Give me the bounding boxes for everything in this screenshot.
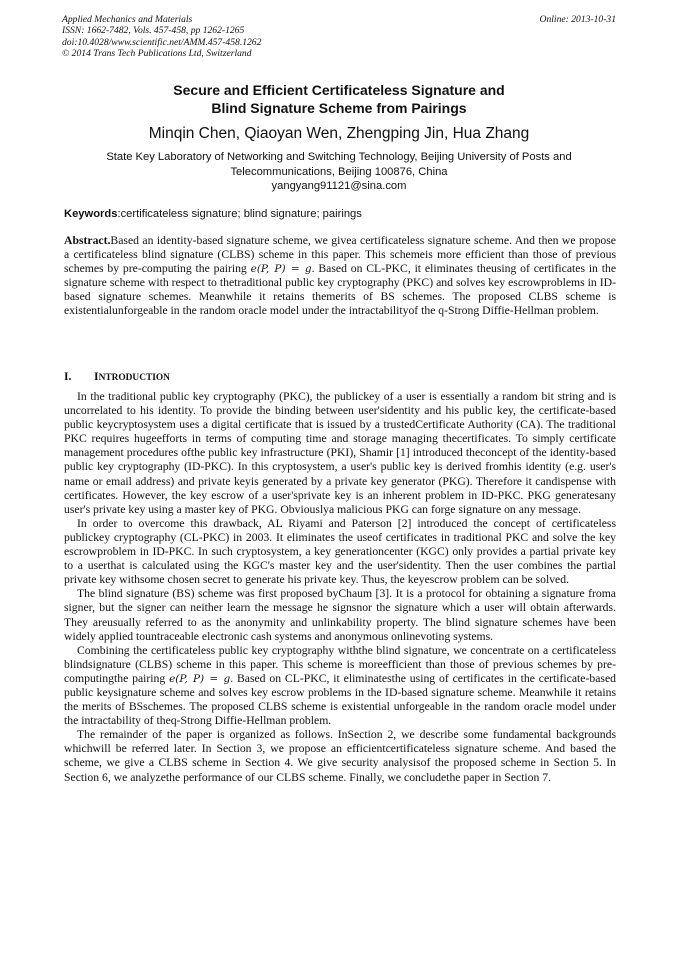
section-title-initial: I bbox=[94, 370, 99, 383]
section-number: I. bbox=[64, 370, 72, 383]
author-list: Minqin Chen, Qiaoyan Wen, Zhengping Jin, Hua Zhang bbox=[148, 125, 530, 142]
intro-paragraph-3: The blind signature (BS) scheme was first proposed byChaum [3]. It is a protocol for obtaining a signature froma signer, but the signer can neither learn the message he signsnor the signature which a user will obtain afterwards. They areusually referred to as the anonymity and unlinkability property. The blind signature schemes have been widely applied tountraceable electronic cash systems and anonymous onlinevoting systems. bbox=[64, 587, 616, 643]
paper-title-line-2: Blind Signature Scheme from Pairings bbox=[211, 100, 467, 116]
author-email: yangyang91121@sina.com bbox=[271, 180, 407, 192]
intro-paragraph-4 bbox=[64, 644, 616, 729]
affiliation bbox=[55, 150, 623, 194]
paper-title bbox=[40, 81, 638, 117]
section-title-rest: NTRODUCTION bbox=[98, 373, 170, 383]
abstract-pairing-formula: e(P, P) = g bbox=[250, 263, 312, 276]
intro-p4-text-1: Combining the certificateless public key cryptography withthe blind signature, we concentrate on a certificateless blindsignature (CLBS) scheme in this paper. This scheme is moreefficient than those of previous schemes by pre-computingthe pairing bbox=[64, 643, 616, 685]
online-date: Online: 2013-10-31 bbox=[539, 14, 616, 25]
affiliation-line-1: State Key Laboratory of Networking and Switching Technology, Beijing University of Posts and bbox=[106, 151, 572, 163]
intro-p4-text-2: . Based on CL-PKC, it eliminatesthe using of certificates in the certificate-based public keysignature scheme and solves key escrow problems in the ID-based signature scheme. Meanwhile it retains the merits of BSschemes. The proposed CLBS scheme is existential unforgeable in the random oracle model under the intractability of theq-Strong Diffie-Hellman problem. bbox=[64, 671, 616, 728]
journal-header bbox=[62, 14, 616, 60]
intro-pairing-formula: e(P, P) = g bbox=[169, 672, 231, 685]
intro-paragraph-1: In the traditional public key cryptography (PKC), the publickey of a user is essentially a random bit string and is uncorrelated to his identity. To provide the binding between user'sidentity and his public key, the certificate-based public keycryptosystem uses a digital certificate that is issued by a trustedCertificate Authority (CA). The traditional PKC requires hugeefforts in terms of computing time and storage managing thecertificates. To simply certificate management procedures ofthe public key infrastructure (PKI), Shamir [1] introduced theconcept of the identity-based public key cryptography (ID-PKC). In this cryptosystem, a user's public key is derived fromhis identity (e.g. user's name or email address) and private keyis generated by a private key generator (PKG). Therefore it candispense with certificates. However, the key escrow of a user'sprivate key is an inherent problem in ID-PKC. PKG generatesany user's private key using a master key of PKG. Obviouslya malicious PKG can forge signature on any message. bbox=[64, 390, 616, 516]
abstract-text-1: Based an identity-based signature scheme, we givea certificateless signature scheme. And then we propose a certificateless blind signature (CLBS) scheme in this paper. This schemeis more efficient than those of previous schemes by pre-computing the pairing bbox=[64, 234, 616, 276]
abstract bbox=[64, 234, 616, 319]
journal-name: Applied Mechanics and Materials bbox=[62, 14, 193, 25]
section-heading bbox=[64, 370, 170, 385]
intro-paragraph-5: The remainder of the paper is organized as follows. InSection 2, we describe some fundamental backgrounds whichwill be referred later. In Section 3, we propose an efficientcertificateless signature scheme. And based the scheme, we give a CLBS scheme in Section 4. We give security analysisof the proposed scheme in Section 5. In Section 6, we analyzethe performance of our CLBS scheme. Finally, we concludethe paper in Section 7. bbox=[64, 728, 616, 784]
keywords-text: :certificateless signature; blind signature; pairings bbox=[117, 208, 362, 220]
abstract-text-2: . Based on CL-PKC, it eliminates theusing of certificates in the signature scheme with respect to thetraditional public key cryptography (PKC) and solves key escrowproblems in ID-based signature schemes. Meanwhile it retains themerits of BS schemes. The proposed CLBS scheme is existentialunforgeable in the random oracle model under the intractabilityof the q-Strong Diffie-Hellman problem. bbox=[64, 262, 617, 318]
doi-line: doi:10.4028/www.scientific.net/AMM.457-458.1262 bbox=[62, 36, 262, 48]
paper-title-line-1: Secure and Efficient Certificateless Signature and bbox=[173, 82, 505, 98]
introduction-body bbox=[64, 390, 616, 785]
affiliation-line-2: Telecommunications, Beijing 100876, China bbox=[230, 165, 448, 178]
intro-paragraph-2: In order to overcome this drawback, AL Riyami and Paterson [2] introduced the concept of certificateless publickey cryptography (CL-PKC) in 2003. It eliminates the useof certificates in traditional PKC and solve the key escrowproblem in ID-PKC. In such cryptosystem, a key generationcenter (KGC) only provides a partial private key to a userthat is calculated using the KGC's master key and the user'sidentity. Then the user combines the partial private key withsome chosen secret to generate his private key. Thus, the keyescrow problem can be solved. bbox=[64, 516, 616, 587]
issn-line: ISSN: 1662-7482, Vols. 457-458, pp 1262-1265 bbox=[62, 25, 245, 37]
keywords-label: Keywords bbox=[64, 208, 118, 220]
keywords bbox=[64, 207, 616, 221]
abstract-label: Abstract. bbox=[64, 234, 111, 247]
copyright-line: © 2014 Trans Tech Publications Ltd, Switzerland bbox=[62, 48, 252, 60]
